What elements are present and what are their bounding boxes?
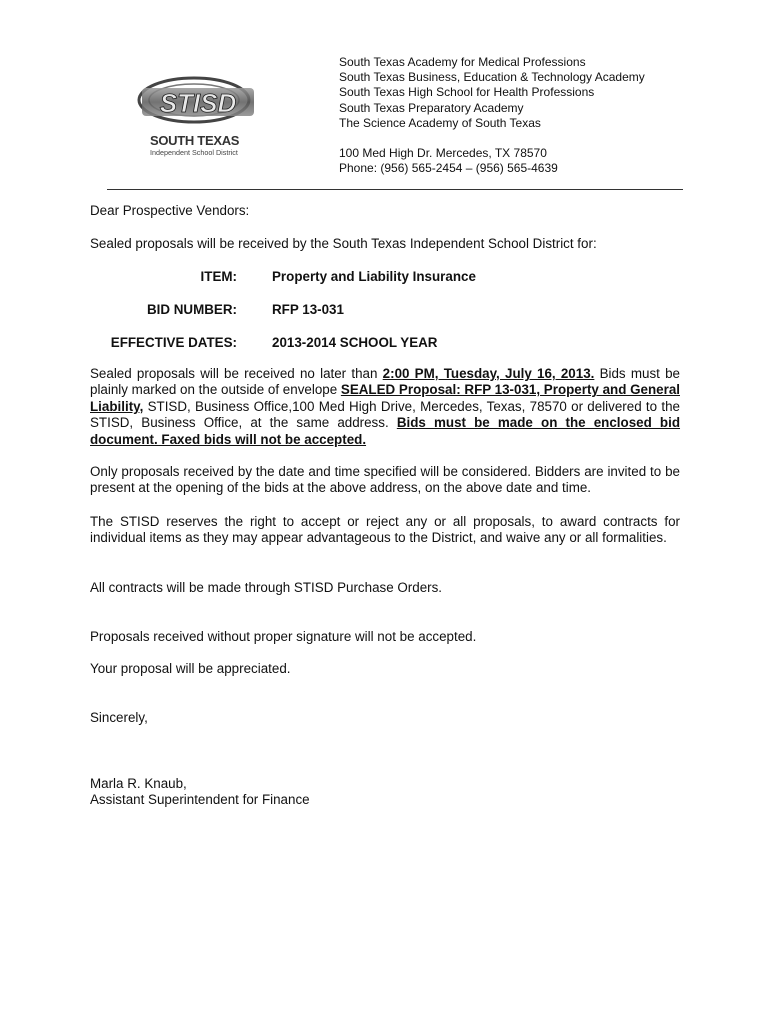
district-address: 100 Med High Dr. Mercedes, TX 78570 — [339, 146, 547, 161]
closing: Sincerely, — [90, 710, 148, 725]
greeting: Dear Prospective Vendors: — [90, 203, 250, 218]
header-divider — [107, 189, 683, 190]
logo-subtitle: Independent School District — [150, 148, 238, 157]
school-name: South Texas High School for Health Professions — [339, 85, 595, 100]
consideration-paragraph: Only proposals received by the date and time specified will be considered. Bidders are invited to be present at the opening of the bids at the above address, on the above date and time. — [90, 464, 680, 496]
intro-paragraph: Sealed proposals will be received by the South Texas Independent School District for: — [90, 236, 597, 251]
signature-paragraph: Proposals received without proper signature will not be accepted. — [90, 629, 477, 644]
item-label: ITEM: — [200, 269, 237, 284]
signer-title: Assistant Superintendent for Finance — [90, 792, 310, 807]
envelope-label: SEALED Proposal: RFP 13-031, Property and General Liability, — [90, 382, 680, 414]
effective-dates-label: EFFECTIVE DATES: — [110, 335, 237, 350]
signer-name: Marla R. Knaub, — [90, 776, 187, 791]
appreciation-paragraph: Your proposal will be appreciated. — [90, 661, 291, 676]
school-name: The Science Academy of South Texas — [339, 115, 541, 130]
logo-title: SOUTH TEXAS — [150, 133, 240, 148]
rights-paragraph: The STISD reserves the right to accept or reject any or all proposals, to award contracts for individual items as they may appear advantageous to the District, and waive any or all formalities. — [90, 514, 680, 546]
letterhead-info — [339, 55, 719, 176]
bid-warning: Bids must be made on the enclosed bid document. Faxed bids will not be accepted. — [90, 415, 681, 447]
bid-number-value: RFP 13-031 — [272, 302, 344, 317]
contracts-paragraph: All contracts will be made through STISD Purchase Orders. — [90, 580, 443, 595]
bid-number-label: BID NUMBER: — [146, 302, 237, 317]
item-value: Property and Liability Insurance — [272, 269, 476, 284]
effective-dates-value: 2013-2014 SCHOOL YEAR — [272, 335, 438, 350]
submission-paragraph: Sealed proposals will be received no later than 2:00 PM, Tuesday, July 16, 2013. Bids must be plainly marked on the outside of envelope SEALED Proposal: RFP 13-031, Property and General Liability, STISD, Business Office,100 Med High Drive, Mercedes, Texas, 78570 or delivered to the STISD, Business Office, at the same address. Bids must be made on the enclosed bid document. Faxed bids will not be accepted. — [90, 366, 681, 447]
school-name: South Texas Preparatory Academy — [339, 100, 524, 115]
school-name: South Texas Academy for Medical Professions — [339, 55, 586, 69]
school-name: South Texas Business, Education & Technology Academy — [339, 70, 645, 85]
district-phone: Phone: (956) 565-2454 – (956) 565-4639 — [339, 161, 558, 176]
logo-wordmark: STISD — [159, 88, 237, 118]
deadline-text: 2:00 PM, Tuesday, July 16, 2013. — [382, 366, 595, 381]
